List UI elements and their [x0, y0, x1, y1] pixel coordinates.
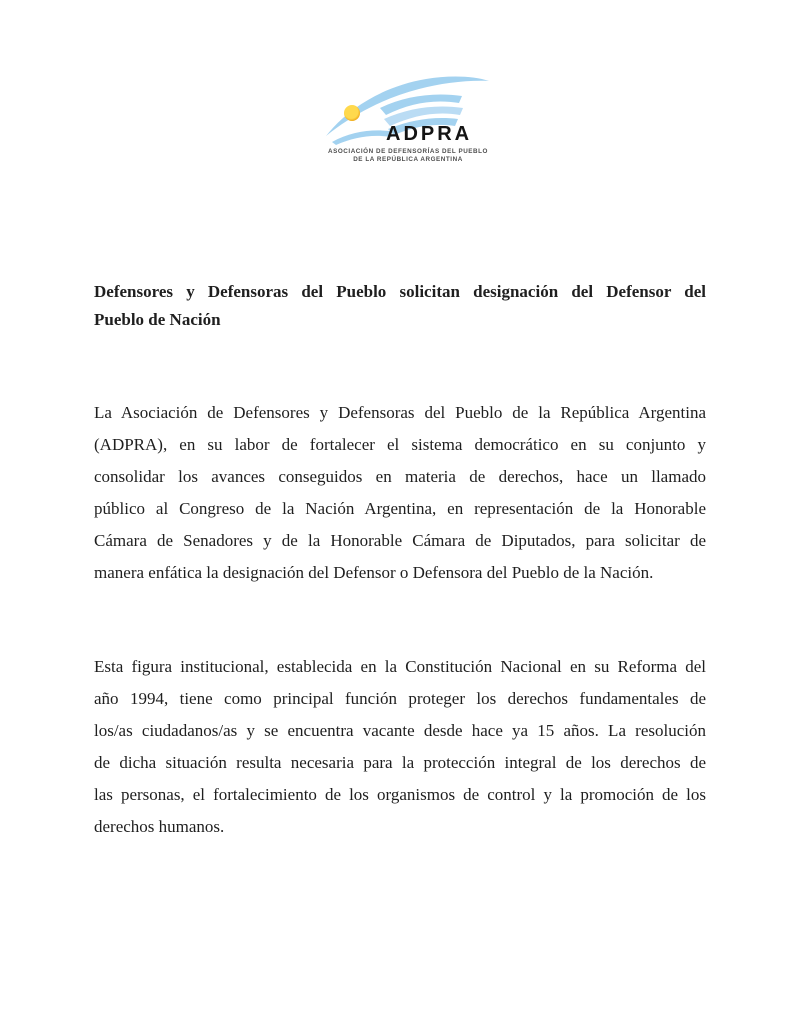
adpra-logo — [322, 72, 494, 166]
title-line: Defensores y Defensoras del Pueblo solicitan designación del Defensor del — [94, 282, 706, 301]
logo-caption-line1: ASOCIACIÓN DE DEFENSORÍAS DEL PUEBLO — [328, 148, 488, 155]
paragraph-line: público al Congreso de la Nación Argentina, en representación de la Honorable — [94, 499, 706, 518]
paragraph-2 — [94, 651, 706, 843]
document-title — [94, 278, 706, 334]
sun-icon — [344, 105, 360, 121]
paragraph-line: Cámara de Senadores y de la Honorable Cámara de Diputados, para solicitar de — [94, 531, 706, 550]
paragraph-line: año 1994, tiene como principal función proteger los derechos fundamentales de — [94, 689, 706, 708]
paragraph-line: manera enfática la designación del Defensor o Defensora del Pueblo de la Nación. — [94, 563, 654, 582]
paragraph-line: las personas, el fortalecimiento de los organismos de control y la promoción de los — [94, 785, 706, 804]
bottom-stripe-icon — [332, 130, 392, 145]
paragraph-line: de dicha situación resulta necesaria para la protección integral de los derechos de — [94, 753, 706, 772]
logo-caption-line2: DE LA REPÚBLICA ARGENTINA — [353, 156, 463, 163]
logo-acronym: ADPRA — [386, 123, 473, 145]
paragraph-line: los/as ciudadanos/as y se encuentra vacante desde hace ya 15 años. La resolución — [94, 721, 706, 740]
paragraph-1 — [94, 397, 706, 589]
paragraph-line: La Asociación de Defensores y Defensoras del Pueblo de la República Argentina — [94, 403, 706, 422]
paragraph-line: derechos humanos. — [94, 817, 225, 836]
title-line: Pueblo de Nación — [94, 310, 221, 329]
paragraph-line: Esta figura institucional, establecida en la Constitución Nacional en su Reforma del — [94, 657, 706, 676]
paragraph-line: (ADPRA), en su labor de fortalecer el sistema democrático en su conjunto y — [94, 435, 706, 454]
paragraph-line: consolidar los avances conseguidos en materia de derechos, hace un llamado — [94, 467, 706, 486]
